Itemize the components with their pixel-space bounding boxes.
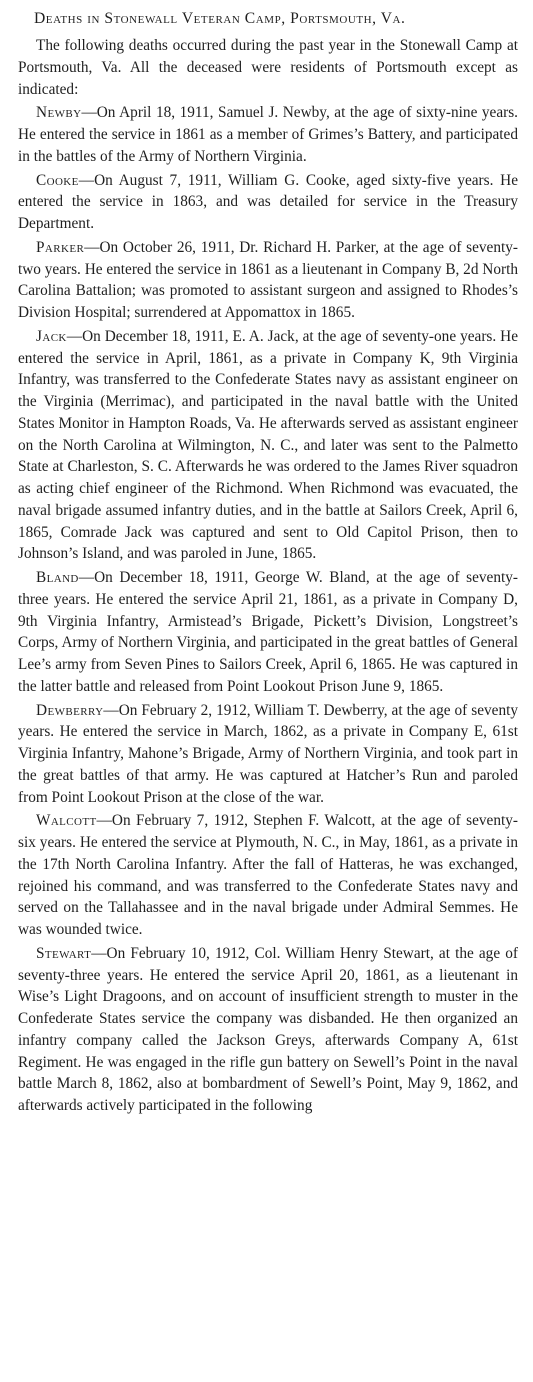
entry-text: —On February 10, 1912, Col. William Henry Stewart, at the age of seventy-three years. He entered the service April 20, 1861, as a lieutenant in Wise’s Light Dragoons, and on account of insufficient strength to muster in the Confederate States service the company was disbanded. He then organized an infantry company called the Jackson Greys, afterwards Company A, 61st Regiment. He was engaged in the rifle gun battery on Sewell’s Point in the naval battle March 8, 1862, also at bombardment of Sewell’s Point, May 9, 1862, and afterwards actively participated in the following: [18, 944, 518, 1114]
entry-text: —On December 18, 1911, E. A. Jack, at the age of seventy-one years. He entered the service in April, 1861, as a private in Company K, 9th Virginia Infantry, was transferred to the Confederate States navy as assistant engineer on the Virginia (Merrimac), and participated in the naval battle with the United States Monitor in Hampton Roads, Va. He afterwards served as assistant engineer on the North Carolina at Wilmington, N. C., and later was sent to the Palmetto State at Charleston, S. C. Afterwards he was ordered to the James River squadron as acting chief engineer of the Richmond. When Richmond was evacuated, the naval brigade assumed infantry duties, and in the battle at Sailors Creek, April 6, 1865, Comrade Jack was captured and sent to Old Capitol Prison, then to Johnson’s Island, and was paroled in June, 1865.: [18, 327, 518, 563]
entry-surname: Walcott: [36, 812, 97, 830]
obituary-entry-parker: [18, 237, 518, 324]
entry-surname: Newby: [36, 104, 82, 122]
intro-paragraph: The following deaths occurred during the past year in the Stonewall Camp at Portsmouth, Va. All the deceased were residents of Portsmouth except as indicated:: [18, 37, 518, 98]
entry-surname: Bland: [36, 569, 79, 586]
entry-text: —On February 7, 1912, Stephen F. Walcott, at the age of seventy-six years. He entered the service at Plymouth, N. C., in May, 1861, as a private in the 17th North Carolina Infantry. After the fall of Hatteras, he was exchanged, rejoined his command, and was transferred to the Confederate States navy and served on the Tallahassee and in the naval brigade under Admiral Semmes. He was wounded twice.: [18, 812, 518, 938]
obituary-entry-jack: [18, 326, 518, 565]
entry-surname: Parker: [36, 238, 85, 256]
entry-surname: Dewberry: [36, 701, 104, 719]
obituary-entry-stewart: [18, 943, 518, 1117]
entry-text: —On August 7, 1911, William G. Cooke, aged sixty-five years. He entered the service in 1863, and was detailed for service in the Treasury Department.: [18, 171, 518, 232]
entry-text: —On February 2, 1912, William T. Dewberry, at the age of seventy years. He entered the service in March, 1862, as a private in Company E, 61st Virginia Infantry, Mahone’s Brigade, Army of Northern Virginia, and took part in the great battles of that army. He was captured at Hatcher’s Run and paroled from Point Lookout Prison at the close of the war.: [18, 701, 518, 806]
entry-text: —On April 18, 1911, Samuel J. Newby, at the age of sixty-nine years. He entered the service in 1861 as a member of Grimes’s Battery, and participated in the battles of the Army of Northern Virginia.: [18, 104, 518, 165]
entry-surname: Jack: [36, 327, 67, 345]
obituary-entry-walcott: [18, 810, 518, 941]
obituary-entry-cooke: [18, 170, 518, 235]
obituary-entry-dewberry: [18, 700, 518, 809]
obituary-entry-bland: [18, 567, 518, 698]
entry-text: —On October 26, 1911, Dr. Richard H. Parker, at the age of seventy-two years. He entered the service in 1861 as a lieutenant in Company B, 2d North Carolina Battalion; was promoted to assistant surgeon and assigned to Rhodes’s Division Hospital; surrendered at Appomattox in 1865.: [18, 238, 518, 321]
document-page: [18, 8, 518, 1117]
entry-surname: Stewart: [36, 944, 92, 962]
obituary-entry-newby: [18, 102, 518, 167]
entry-text: —On December 18, 1911, George W. Bland, at the age of seventy-three years. He entered the service April 21, 1861, as a private in Company D, 9th Virginia Infantry, Armistead’s Brigade, Pickett’s Division, Longstreet’s Corps, Army of Northern Virginia, and participated in the great battles of General Lee’s army from Seven Pines to Sailors Creek, April 6, 1865. He was captured in the latter battle and released from Point Lookout Prison June 9, 1865.: [18, 569, 518, 695]
entry-surname: Cooke: [36, 171, 79, 189]
article-heading: Deaths in Stonewall Veteran Camp, Portsmouth, Va.: [34, 10, 406, 27]
